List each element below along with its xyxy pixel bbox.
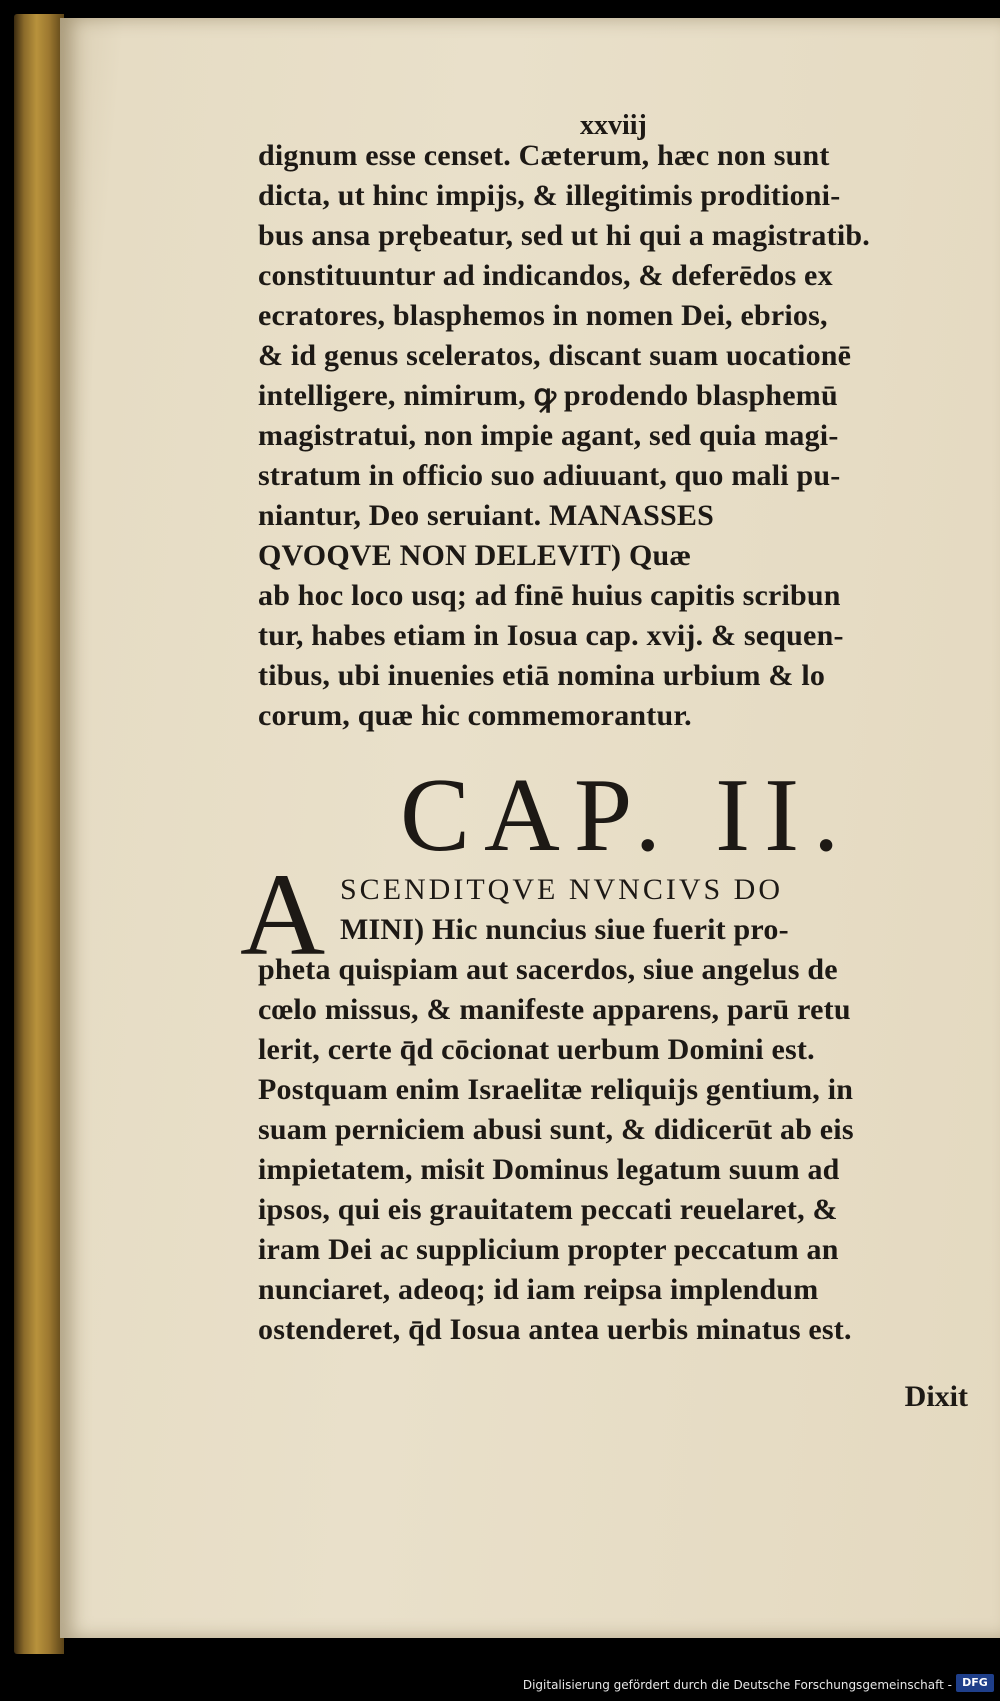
text-line: lerit, certe q̄d cōcionat uerbum Domini est.: [258, 1033, 815, 1066]
drop-cap: A: [240, 849, 326, 980]
catchword: Dixit: [904, 1380, 968, 1413]
text-line: SCENDITQVE NVNCIVS DO: [340, 873, 783, 906]
text-line: impietatem, misit Dominus legatum suum ad: [258, 1153, 840, 1186]
text-line: ecratores, blasphemos in nomen Dei, ebrios,: [258, 299, 828, 332]
text-line: dignum esse censet. Cæterum, hæc non sunt: [258, 139, 830, 172]
folio-number: xxviij: [580, 110, 647, 141]
text-line: cœlo missus, & manifeste apparens, parū retu: [258, 993, 851, 1026]
text-line: & id genus sceleratos, discant suam uocationē: [258, 339, 852, 372]
text-line: constituuntur ad indicandos, & deferēdos ex: [258, 259, 833, 292]
dfg-logo-icon: DFG: [956, 1674, 994, 1692]
text-line: stratum in officio suo adiuuant, quo mali pu-: [258, 459, 841, 492]
text-line: QVOQVE NON DELEVIT) Quæ: [258, 539, 692, 572]
text-line: bus ansa prębeatur, sed ut hi qui a magistratib.: [258, 219, 870, 252]
text-line: nunciaret, adeoq; id iam reipsa implendum: [258, 1273, 819, 1306]
text-line: tur, habes etiam in Iosua cap. xvij. & sequen-: [258, 619, 844, 652]
text-line: pheta quispiam aut sacerdos, siue angelus de: [258, 953, 838, 986]
footer-bar: [0, 1664, 1000, 1701]
paragraph-1: [258, 136, 968, 736]
paragraph-2: [258, 950, 968, 1350]
text-line: magistratui, non impie agant, sed quia magi-: [258, 419, 839, 452]
text-line: MINI) Hic nuncius siue fuerit pro-: [340, 913, 789, 946]
text-line: corum, quæ hic commemorantur.: [258, 699, 692, 732]
text-line: Postquam enim Israelitæ reliquijs gentium, in: [258, 1073, 854, 1106]
chapter-heading: CAP. II.: [400, 756, 854, 873]
book-edge: [14, 14, 64, 1654]
text-line: ipsos, qui eis grauitatem peccati reuelaret, &: [258, 1193, 838, 1226]
text-line: intelligere, nimirum, ꝙ prodendo blasphemū: [258, 379, 838, 412]
text-line: ostenderet, q̄d Iosua antea uerbis minatus est.: [258, 1313, 852, 1346]
text-line: ab hoc loco usq; ad finē huius capitis scribun: [258, 579, 841, 612]
text-line: tibus, ubi inuenies etiā nomina urbium & lo: [258, 659, 826, 692]
text-line: iram Dei ac supplicium propter peccatum an: [258, 1233, 839, 1266]
footer-credit: Digitalisierung gefördert durch die Deutsche Forschungsgemeinschaft -: [522, 1678, 952, 1692]
text-line: suam perniciem abusi sunt, & didicerūt ab eis: [258, 1113, 854, 1146]
paragraph-2-head: [340, 870, 970, 950]
text-line: dicta, ut hinc impijs, & illegitimis proditioni-: [258, 179, 841, 212]
text-line: niantur, Deo seruiant. MANASSES: [258, 499, 714, 532]
